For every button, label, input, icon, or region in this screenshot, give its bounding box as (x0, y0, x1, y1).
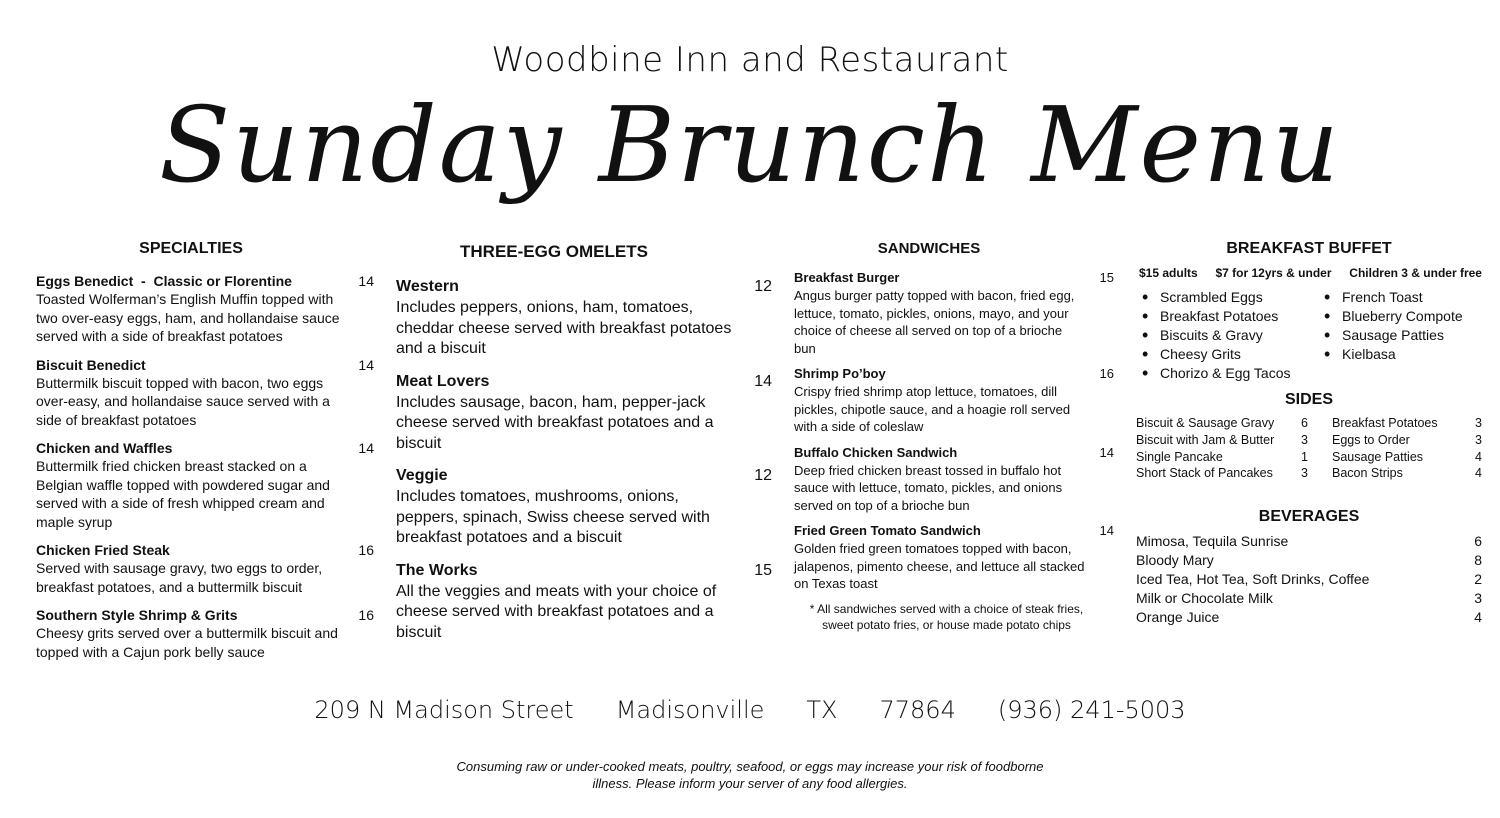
menu-item (36, 541, 374, 596)
side-price: 3 (1301, 432, 1308, 447)
disclaimer-line: illness. Please inform your server of any food allergies. (592, 776, 908, 791)
side-row (1332, 432, 1482, 449)
side-name: Bacon Strips (1332, 466, 1403, 481)
side-row (1136, 432, 1308, 449)
address-bar (0, 696, 1500, 724)
item-description: Includes sausage, bacon, ham, pepper-jack cheese served with breakfast potatoes and a biscuit (396, 393, 714, 452)
side-name: Short Stack of Pancakes (1136, 466, 1273, 481)
buffet-lists (1136, 288, 1482, 383)
beverage-row (1136, 570, 1482, 589)
item-name: Buffalo Chicken Sandwich (794, 444, 958, 460)
menu-item (794, 365, 1114, 436)
item-price: 12 (754, 278, 772, 295)
menu-item (36, 606, 374, 661)
item-price: 16 (1099, 366, 1114, 381)
item-name: Chicken and Waffles (36, 440, 173, 456)
specialties-section (36, 240, 374, 671)
item-name: Fried Green Tomato Sandwich (794, 523, 981, 538)
menu-title: Sunday Brunch Menu (159, 84, 1341, 206)
sides-list (1136, 415, 1482, 482)
list-item: • Biscuits & Gravy (1142, 326, 1324, 345)
side-price: 3 (1301, 466, 1308, 481)
item-description: All the veggies and meats with your choice of cheese served with breakfast potatoes and a biscuit (396, 582, 717, 641)
restaurant-name: Woodbine Inn and Restaurant (491, 40, 1009, 80)
menu-item (36, 439, 374, 531)
menu-item (794, 444, 1114, 515)
beverage-price: 8 (1474, 552, 1482, 569)
item-price: 14 (1099, 523, 1114, 538)
item-name: Eggs Benedict - Classic or Florentine (36, 273, 292, 289)
item-name: Western (396, 278, 459, 295)
buffet-list (1142, 288, 1324, 383)
sandwiches-heading: SANDWICHES (877, 240, 981, 257)
list-item: • Sausage Patties (1324, 326, 1463, 345)
side-row (1136, 415, 1308, 432)
beverage-row (1136, 551, 1482, 570)
item-name: Veggie (396, 467, 448, 484)
list-item: • Scrambled Eggs (1142, 288, 1324, 307)
menu-item (36, 356, 374, 430)
side-name: Eggs to Order (1332, 432, 1410, 447)
item-description: Includes tomatoes, mushrooms, onions, peppers, spinach, Swiss cheese served with breakfast potatoes and a biscuit (396, 488, 710, 546)
item-price: 15 (1099, 270, 1114, 285)
side-price: 1 (1301, 449, 1308, 464)
omelets-section (396, 242, 772, 654)
item-name: The Works (396, 561, 478, 579)
list-item: • Kielbasa (1324, 345, 1463, 364)
beverages-heading: BEVERAGES (1258, 508, 1360, 526)
zip-code: 77864 (879, 696, 956, 724)
menu-item (396, 465, 772, 549)
item-price: 16 (358, 542, 374, 558)
beverage-name: Milk or Chocolate Milk (1136, 590, 1273, 607)
street-address: 209 N Madison Street (314, 696, 574, 724)
side-row (1332, 415, 1482, 432)
side-name: Breakfast Potatoes (1332, 416, 1438, 430)
item-price: 14 (358, 356, 374, 373)
state: TX (806, 696, 838, 724)
item-price: 14 (358, 273, 374, 289)
beverage-name: Iced Tea, Hot Tea, Soft Drinks, Coffee (1136, 571, 1370, 588)
beverage-name: Bloody Mary (1136, 552, 1214, 569)
side-name: Biscuit & Sausage Gravy (1136, 416, 1275, 430)
side-row (1136, 449, 1308, 466)
omelets-heading: THREE-EGG OMELETS (460, 242, 648, 261)
item-price: 16 (358, 607, 374, 623)
menu-item (36, 272, 374, 346)
item-description: Buttermilk biscuit topped with bacon, two eggs over-easy, and hollandaise sauce served with a side of breakfast potatoes (36, 374, 330, 428)
list-item: • Cheesy Grits (1142, 345, 1324, 364)
item-description: Toasted Wolferman’s English Muffin topped with two over-easy eggs, ham, and hollandaise sauce served with a side of breakfast potatoes (36, 291, 340, 344)
side-price: 4 (1475, 466, 1482, 481)
sandwich-note: * All sandwiches served with a choice of steak fries, sweet potato fries, or house made potato chips (809, 601, 1084, 632)
beverage-price: 4 (1474, 609, 1482, 626)
beverage-row (1136, 532, 1482, 551)
menu-item (794, 269, 1114, 357)
phone-number: (936) 241-5003 (997, 696, 1186, 724)
buffet-prices (1136, 266, 1482, 280)
item-price: 14 (754, 372, 772, 390)
buffet-heading: BREAKFAST BUFFET (1226, 240, 1392, 257)
item-description: Angus burger patty topped with bacon, fried egg, lettuce, tomato, pickles, onions, mayo, and your choice of cheese all served on top of a brioche bun (794, 288, 1075, 356)
beverages-list (1136, 532, 1482, 627)
item-name: Biscuit Benedict (36, 356, 146, 373)
item-price: 15 (754, 561, 772, 579)
side-price: 3 (1475, 432, 1482, 447)
beverage-price: 2 (1474, 571, 1482, 588)
item-name: Meat Lovers (396, 372, 490, 390)
item-description: Cheesy grits served over a buttermilk biscuit and topped with a Cajun pork belly sauce (36, 625, 338, 660)
item-name: Breakfast Burger (794, 270, 900, 285)
item-description: Buttermilk fried chicken breast stacked on a Belgian waffle topped with powdered sugar and served with a side of fresh whipped cream and maple syrup (36, 458, 330, 530)
item-description: Includes peppers, onions, ham, tomatoes, cheddar cheese served with breakfast potatoes and a biscuit (396, 299, 732, 357)
buffet-price-kids: $7 for 12yrs & under (1215, 266, 1332, 280)
list-item: • Breakfast Potatoes (1142, 307, 1324, 326)
buffet-price-children: Children 3 & under free (1349, 266, 1482, 280)
city: Madisonville (615, 696, 765, 724)
item-price: 14 (1099, 444, 1114, 460)
list-item: • Blueberry Compote (1324, 307, 1463, 326)
list-item: • French Toast (1324, 288, 1463, 307)
sides-heading: SIDES (1284, 391, 1333, 408)
sandwiches-section (794, 240, 1114, 633)
menu-item (396, 371, 772, 455)
list-item: • Chorizo & Egg Tacos (1142, 364, 1324, 383)
specialties-heading: SPECIALTIES (139, 240, 243, 257)
beverage-price: 6 (1474, 533, 1482, 550)
disclaimer-line: Consuming raw or under-cooked meats, poultry, seafood, or eggs may increase your risk of foodborne (456, 759, 1044, 774)
menu-item (794, 522, 1114, 593)
side-name: Biscuit with Jam & Butter (1136, 432, 1275, 447)
side-price: 3 (1475, 416, 1482, 430)
item-price: 14 (358, 440, 374, 456)
item-name: Chicken Fried Steak (36, 542, 170, 558)
beverage-name: Orange Juice (1136, 609, 1220, 626)
side-price: 4 (1475, 449, 1482, 464)
beverage-row (1136, 589, 1482, 608)
beverage-name: Mimosa, Tequila Sunrise (1136, 533, 1289, 550)
menu-item (396, 276, 772, 360)
buffet-list (1324, 288, 1463, 383)
food-safety-disclaimer (0, 758, 1500, 792)
item-name: Shrimp Po’boy (794, 366, 886, 381)
buffet-price-adults: $15 adults (1139, 266, 1198, 280)
beverage-row (1136, 608, 1482, 627)
side-name: Single Pancake (1136, 449, 1223, 464)
beverage-price: 3 (1474, 590, 1482, 607)
item-description: Golden fried green tomatoes topped with bacon, jalapenos, pimento cheese, and lettuce all stacked on Texas toast (794, 541, 1085, 591)
item-description: Deep fried chicken breast tossed in buffalo hot sauce with lettuce, tomato, pickles, and onions served on top of a brioche bun (794, 462, 1063, 513)
buffet-sides-beverages (1136, 240, 1482, 627)
menu-item (396, 560, 772, 644)
item-name: Southern Style Shrimp & Grits (36, 607, 238, 623)
item-description: Crispy fried shrimp atop lettuce, tomatoes, dill pickles, chipotle sauce, and a hoagie roll served with a side of coleslaw (794, 384, 1071, 434)
item-description: Served with sausage gravy, two eggs to order, breakfast potatoes, and a buttermilk biscuit (36, 560, 323, 595)
side-price: 6 (1301, 416, 1308, 430)
side-row (1332, 449, 1482, 466)
side-row (1332, 465, 1482, 482)
item-price: 12 (754, 467, 772, 484)
side-row (1136, 465, 1308, 482)
side-name: Sausage Patties (1332, 449, 1424, 464)
